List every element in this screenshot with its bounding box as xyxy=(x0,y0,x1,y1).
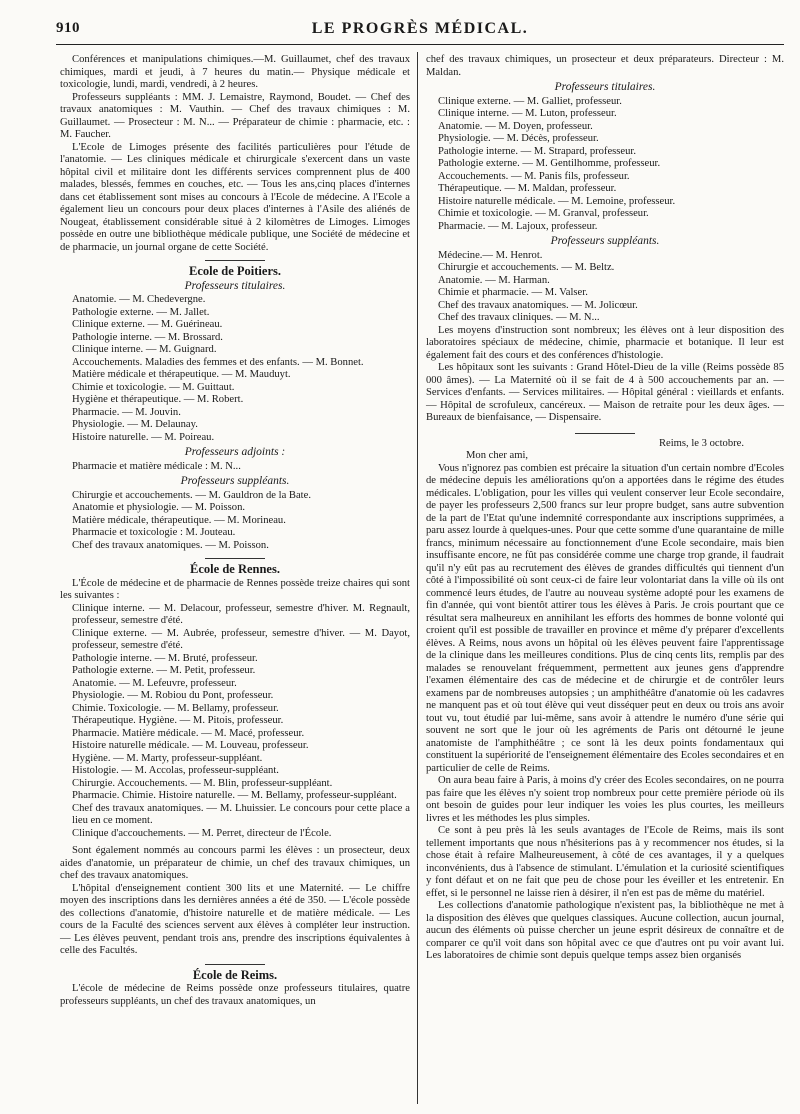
list-item: Physiologie. — M. Delaunay. xyxy=(72,419,198,430)
list-item: Chef des travaux anatomiques. — M. Jolicœur. xyxy=(438,299,638,311)
list-item: Chimie et toxicologie. — M. Granval, professeur. xyxy=(438,208,649,219)
list-item: Anatomie. — M. Doyen, professeur. xyxy=(438,120,593,132)
list-item: Médecine.— M. Henrot. xyxy=(438,249,543,261)
list-item: Thérapeutique. — M. Maldan, professeur. xyxy=(438,183,617,194)
list-item: Accouchements. Maladies des femmes et des enfants. — M. Bonnet. xyxy=(72,356,364,368)
list-item: Chef des travaux anatomiques. — M. Poisson. xyxy=(72,539,269,551)
reims-paragraph: Les hôpitaux sont les suivants : Grand Hôtel-Dieu de la ville (Reims possède 85 000 âmes). — La Maternité où il se fait de 4 à 500 accouchements par an. — Services d'enfants. — Services militaires. — Hôpital général : vieillards et enfants.— Hôpital de scrofuleux, cancéreux. — Maison de retraite pour les deux âges. — Bureaux de bienfaisance, — Dispensaire. xyxy=(426,362,784,423)
list-item: Clinique externe. — M. Guérineau. xyxy=(72,319,223,330)
list-item: Chimie et pharmacie. — M. Valser. xyxy=(438,287,588,298)
list-item: Chirurgie. Accouchements. — M. Blin, professeur-suppléant. xyxy=(72,777,333,789)
list-item: Chirurgie et accouchements. — M. Gauldron de la Bate. xyxy=(72,489,311,501)
letter-date: Reims, le 3 octobre. xyxy=(658,437,744,449)
subhead-poitiers-adjoints: Professeurs adjoints : xyxy=(184,446,286,458)
rennes-paragraph: L'hôpital d'enseignement contient 300 lits et une Maternité. — Le chiffre moyen des inscriptions dans les dernières années a été de 350. — L'école possède des collections d'anatomie, d'histoire naturelle et de matière médicale. — Les cours de la Faculté des sciences servent aux élèves à compléter leur instruction. — Les élèves peuvent, pendant trois ans, prendre des inscriptions équivalentes à celle des Facultés. xyxy=(60,882,410,956)
list-item: Anatomie. — M. Harman. xyxy=(438,274,550,286)
list-item: Physiologie. — M. Décès, professeur. xyxy=(438,133,599,144)
list-item: Histoire naturelle médicale. — M. Lemoine, professeur. xyxy=(438,195,676,207)
list-item: Pharmacie. — M. Jouvin. xyxy=(72,406,181,418)
list-item: Pathologie interne. — M. Brossard. xyxy=(72,331,223,343)
list-item: Pathologie externe. — M. Petit, professeur. xyxy=(72,665,256,676)
subhead-poitiers-titulaires: Professeurs titulaires. xyxy=(184,279,286,292)
list-item: Physiologie. — M. Robiou du Pont, professeur. xyxy=(72,690,274,701)
letter-paragraph: Les collections d'anatomie pathologique n'existent pas, la bibliothèque ne met à la disposition des élèves que quelques classiques. Aucune collection, aucun journal, aucun des éléments où puisse chercher un jeune esprit désireux de connaître et de comparer ce qu'il voit dans son hôpital avec ce que d'autres ont pu voir avant lui. Les laboratoires de chimie sont depuis quelque temps assez bien organisés xyxy=(426,900,784,961)
list-item: Thérapeutique. Hygiène. — M. Pitois, professeur. xyxy=(72,715,284,726)
rennes-intro: L'École de médecine et de pharmacie de Rennes possède treize chaires qui sont les suivantes : xyxy=(60,577,410,601)
journal-title: LE PROGRÈS MÉDICAL. xyxy=(311,20,529,37)
list-item: Histoire naturelle médicale. — M. Louveau, professeur. xyxy=(72,740,309,751)
section-rule xyxy=(205,558,265,559)
limoges-courses: Conférences et manipulations chimiques.—M. Guillaumet, chef des travaux chimiques, mardi et jeudi, à 7 heures du matin.— Physique médicale et toxicologie, lundi, mardi, vendredi, à 2 heures. xyxy=(60,54,410,90)
list-item: Chimie et toxicologie. — M. Guittaut. xyxy=(72,381,235,393)
list-item: Chef des travaux anatomiques. — M. Lhuissier. Le concours pour cette place a lieu en ce moment. xyxy=(72,802,410,826)
list-item: Pharmacie. — M. Lajoux, professeur. xyxy=(438,220,598,232)
right-column xyxy=(426,54,784,963)
list-item: Clinique interne. — M. Guignard. xyxy=(72,344,217,355)
list-item: Chirurgie et accouchements. — M. Beltz. xyxy=(438,262,615,273)
section-rule xyxy=(205,260,265,261)
column-divider xyxy=(417,52,418,1104)
list-item: Hygiène et thérapeutique. — M. Robert. xyxy=(72,394,244,405)
list-item: Pharmacie. Matière médicale. — M. Macé, professeur. xyxy=(72,727,305,739)
list-item: Anatomie et physiologie. — M. Poisson. xyxy=(72,502,246,513)
list-item: Anatomie. — M. Lefeuvre, professeur. xyxy=(72,677,237,689)
reims-intro-continued: chef des travaux chimiques, un prosecteur et deux préparateurs. Directeur : M. Maldan. xyxy=(426,54,784,78)
limoges-suppleants: Professeurs suppléants : MM. J. Lemaistre, Raymond, Boudet. — Chef des travaux anatomiques : M. Vauthin. — Chef des travaux chimiques : M. Guillaumet. — Prosecteur : M. N... — Préparateur de chimie : pharmacie, etc. : M. Faucher. xyxy=(60,91,410,140)
list-item: Clinique interne. — M. Delacour, professeur, semestre d'hiver. M. Regnault, professeur, semestre d'été. xyxy=(72,602,410,626)
section-rule xyxy=(205,964,265,965)
list-item: Pathologie externe. — M. Jallet. xyxy=(72,306,210,318)
left-column xyxy=(60,54,410,1008)
section-title-reims: École de Reims. xyxy=(192,967,278,982)
list-item: Chimie. Toxicologie. — M. Bellamy, professeur. xyxy=(72,702,279,714)
page-number: 910 xyxy=(56,20,80,36)
letter-paragraph: On aura beau faire à Paris, à moins d'y créer des Ecoles secondaires, on ne pourra pas faire que les élèves n'y soient trop nombreux pour cette première période où ils ont besoin de guides pour leur indiquer les voies les plus courtes, les meilleurs livres et les méthodes les plus simples. xyxy=(426,775,784,824)
rennes-paragraph: Sont également nommés au concours parmi les élèves : un prosecteur, deux aides d'anatomie, un préparateur de chimie, un chef des travaux chimiques, un chef des travaux anatomiques. xyxy=(60,845,410,881)
list-item: Histologie. — M. Accolas, professeur-suppléant. xyxy=(72,765,279,776)
subhead-reims-titulaires: Professeurs titulaires. xyxy=(554,81,656,93)
list-item: Clinique externe. — M. Galliet, professeur. xyxy=(438,95,622,107)
section-rule xyxy=(575,433,635,434)
reims-paragraph: Les moyens d'instruction sont nombreux; les élèves ont à leur disposition des laboratoires spéciaux de médecine, chimie, pharmacie et botanique. Il leur est également fait des cours et des conférences d'histologie. xyxy=(426,324,784,361)
list-item: Clinique externe. — M. Aubrée, professeur, semestre d'hiver. — M. Dayot, professeur, semestre d'été. xyxy=(72,627,410,651)
list-item: Matière médicale, thérapeutique. — M. Morineau. xyxy=(72,514,286,526)
section-title-poitiers: Ecole de Poitiers. xyxy=(189,264,281,278)
list-item: Matière médicale et thérapeutique. — M. Mauduyt. xyxy=(72,369,291,380)
list-item: Pathologie interne. — M. Strapard, professeur. xyxy=(438,145,637,157)
subhead-reims-suppleants: Professeurs suppléants. xyxy=(550,235,660,247)
list-item: Histoire naturelle. — M. Poireau. xyxy=(72,431,215,443)
list-item: Chef des travaux cliniques. — M. N... xyxy=(438,312,600,323)
list-item: Clinique d'accouchements. — M. Perret, directeur de l'École. xyxy=(72,827,332,839)
subhead-poitiers-suppleants: Professeurs suppléants. xyxy=(180,475,290,487)
list-item: Pharmacie et toxicologie : M. Jouteau. xyxy=(72,527,236,538)
list-item: Clinique interne. — M. Luton, professeur. xyxy=(438,108,617,119)
limoges-description: L'Ecole de Limoges présente des facilités particulières pour l'étude de l'anatomie. — Les cliniques médicale et chirurgicale s'exercent dans un vaste hôpital civil et militaire dont les différents services comprennent plus de 400 malades, blessés, femmes en couches, etc. — Tous les ans,cinq places d'internes dans cet établissement sont mises au concours à l'Ecole de médecine. A l'Ecole a également lieu un concours pour deux places d'internes à l'Asile des aliénés de Nougeat, établissement considérable situé à 2 kilomètres de Limoges. Limoges possède en outre une bibliothèque médicale publique, une Société de médecine et de pharmacie, un journal organe de cette Société. xyxy=(60,141,410,253)
reims-intro: L'école de médecine de Reims possède onze professeurs titulaires, quatre professeurs suppléants, un chef des travaux anatomiques, un xyxy=(60,983,410,1007)
list-item: Pathologie interne. — M. Bruté, professeur. xyxy=(72,652,258,664)
section-title-rennes: École de Rennes. xyxy=(190,562,280,576)
list-item: Anatomie. — M. Chedevergne. xyxy=(72,294,206,305)
list-item: Pharmacie et matière médicale : M. N... xyxy=(72,460,241,472)
letter-paragraph: Vous n'ignorez pas combien est précaire la situation d'un certain nombre d'Ecoles de médecine depuis les améliorations qu'on a apportées dans le régime des études médicales. L'obligation, pour les villes qui veulent conserver leur Ecole secondaire, de payer les professeurs 2,500 francs sur leur propre budget, sans autre subvention de la part de l'Etat qu'une indemnité correspondante aux inscriptions supprimées, a paru assez lourde à quelques-unes. Pour que cette somme d'une quarantaine de mille francs, minimum nécessaire au fonctionnement d'une Ecole secondaire, mais bien insuffisante encore, ne fût pas considérée comme une charge trop grande, il faudrait qu'il n'y eût pas au recrutement des élèves de grandes difficultés qui tiennent d'un côté à l'impossibilité où sont ceux-ci de faire leur volontariat dans la ville où ils ont commencé leurs études, de l'autre au nouveau système adopté pour les examens de fin d'année, qui vont bientôt attirer tous les élèves à Paris. Je crois pourtant que ce résultat sera malheureux en annihilant les efforts des hommes de bonne volonté qui croient qu'il est possible de travailler en province et même d'y préparer d'excellents élèves. A Reims, nous avons un hôpital où les élèves peuvent faire l'apprentissage de la clinique dans les meilleures conditions. Plus de cinq cents lits, remplis par des malades se renouvelant fréquemment, permettent aux jeunes gens d'apprendre l'examen élémentaire des cas de médecine et de chirurgie et de contrôler leurs examens par de nombreuses autopsies ; un amphithéâtre d'anatomie où les cadavres ne manquent pas et où tout élève qui veut disséquer peut en deux ou trois ans avoir tout vu, tout étudié par lui-même, sans avoir à attendre le numéro d'une série qui souvent ne sort que le jour où les agréments de Paris ont détourné le jeune anatomiste de l'amphithéâtre ; ce sont là les deux points fondamentaux qui constituent la supériorité de l'enseignement élémentaire des Ecoles secondaires et en particulier de celle de Reims. xyxy=(426,462,784,774)
list-item: Pharmacie. Chimie. Histoire naturelle. — M. Bellamy, professeur-suppléant. xyxy=(72,790,397,801)
page-header xyxy=(56,20,784,45)
list-item: Hygiène. — M. Marty, professeur-suppléant. xyxy=(72,752,263,764)
letter-paragraph: Ce sont à peu près là les seuls avantages de l'Ecole de Reims, mais ils sont tellement importants que nous n'hésiterions pas à y recommencer nos études, si la chose était à refaire Malheureusement, à côté de ces avantages, il y a quelques inconvénients, dus à l'absence de stimulant. L'émulation et la curiosité scientifiques y font défaut et on ne fait que peu de chose pour les éveiller et les entretenir. En effet, si le personnel ne laisse rien à désirer, il n'en est pas de même du matériel. xyxy=(426,825,784,899)
list-item: Accouchements. — M. Panis fils, professeur. xyxy=(438,170,630,182)
letter-salutation: Mon cher ami, xyxy=(466,450,529,461)
list-item: Pathologie externe. — M. Gentilhomme, professeur. xyxy=(438,158,661,169)
